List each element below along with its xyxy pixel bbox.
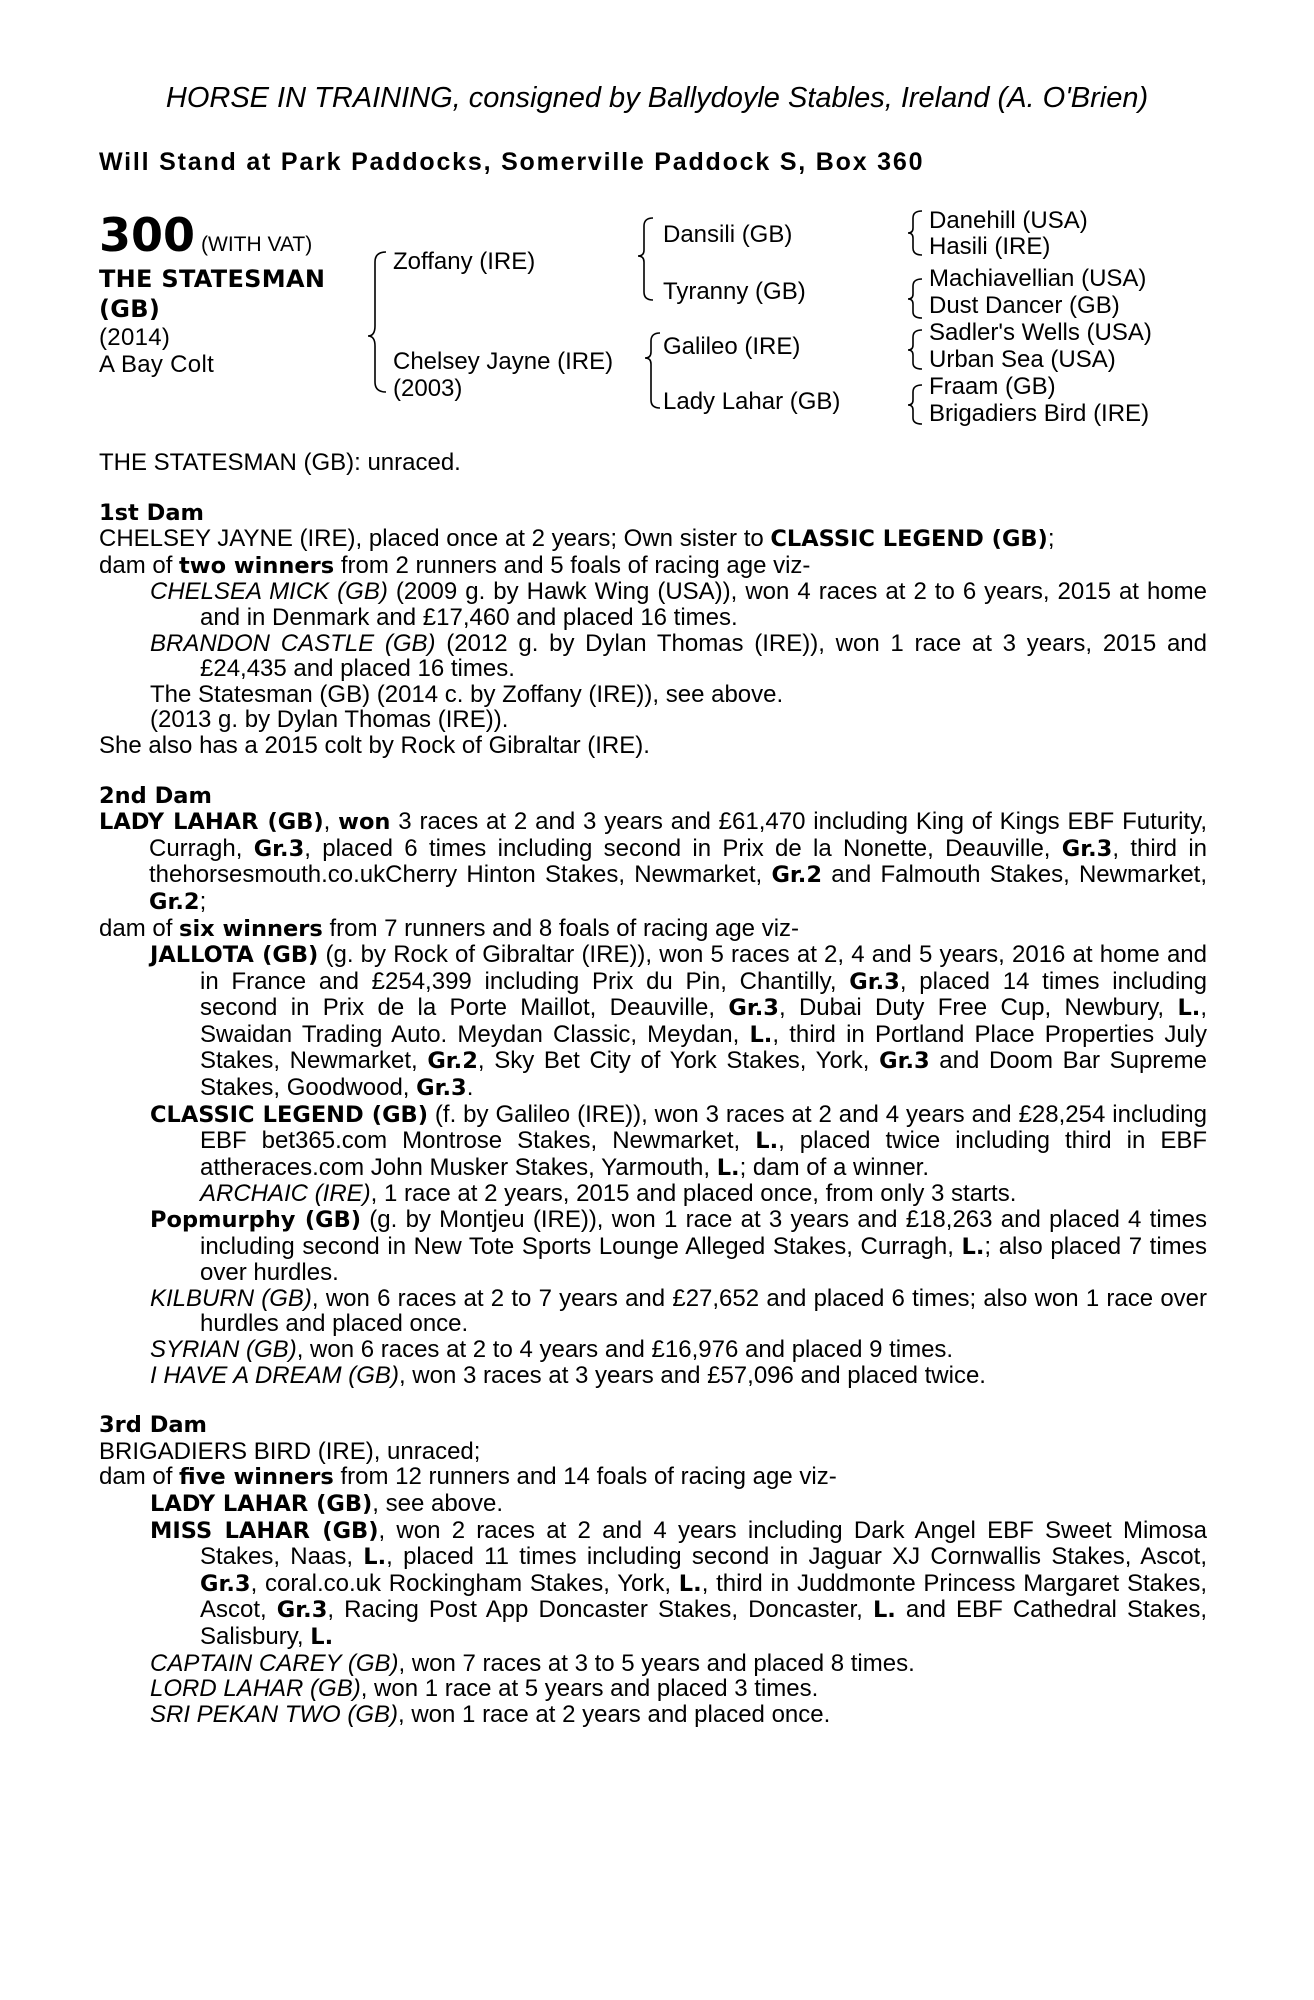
catalogue-body [99, 450, 1207, 1727]
dam: Chelsey Jayne (IRE) [393, 348, 614, 375]
dam1-produce-1: CHELSEA MICK (GB) (2009 g. by Hawk Wing (USA)), won 4 races at 2 to 6 years, 2015 at home and in Denmark and £17,460 and placed 16 times. [150, 578, 1208, 631]
dam3-line1: BRIGADIERS BIRD (IRE), unraced; [99, 1437, 481, 1465]
dam-dam: Lady Lahar (GB) [663, 388, 841, 415]
dam1-produce-3: The Statesman (GB) (2014 c. by Zoffany (IRE)), see above. [150, 680, 784, 708]
pedigree-braces [0, 0, 1314, 440]
horse-description: A Bay Colt [99, 351, 215, 378]
sire-dam: Tyranny (GB) [663, 278, 806, 305]
dam3-produce-lord-lahar: LORD LAHAR (GB), won 1 race at 5 years and placed 3 times. [150, 1675, 819, 1703]
dam2-produce-classic-legend: CLASSIC LEGEND (GB) (f. by Galileo (IRE)), won 3 races at 2 and 4 years and £28,254 including EBF bet365.com Montrose Stakes, Newmarket, L., placed twice including third in EBF attheraces.com John Musker Stakes, Yarmouth, L.; dam of a winner. [150, 1100, 1208, 1181]
dam2-line2: dam of six winners from 7 runners and 8 foals of racing age viz- [99, 914, 800, 942]
gen3-2: Hasili (IRE) [929, 233, 1051, 260]
sire: Zoffany (IRE) [393, 248, 536, 275]
dam3-produce-lady-lahar: LADY LAHAR (GB), see above. [150, 1489, 504, 1517]
dam1-heading: 1st Dam [99, 499, 204, 526]
dam2-para1: LADY LAHAR (GB), won 3 races at 2 and 3 years and £61,470 including King of Kings EBF Futurity, Curragh, Gr.3, placed 6 times including second in Prix de la Nonette, Deauville, Gr.3, third in thehorsesmouth.co.ukCherry Hinton Stakes, Newmarket, Gr.2 and Falmouth Stakes, Newmarket, Gr.2; [99, 808, 1208, 915]
dam1-produce-4: (2013 g. by Dylan Thomas (IRE)). [150, 706, 509, 734]
gen3-5: Sadler's Wells (USA) [929, 319, 1152, 346]
dam3-produce-captain-carey: CAPTAIN CAREY (GB), won 7 races at 3 to 5 years and placed 8 times. [150, 1649, 915, 1677]
lot-number: 300 [99, 208, 196, 262]
horse-name: THE STATESMAN [99, 265, 326, 293]
dam3-heading: 3rd Dam [99, 1412, 207, 1439]
dam2-produce-popmurphy: Popmurphy (GB) (g. by Montjeu (IRE)), won 1 race at 3 years and £18,263 and placed 4 times including second in New Tote Sports Lounge Alleged Stakes, Curragh, L.; also placed 7 times over hurdles. [150, 1206, 1208, 1287]
dam2-produce-dream: I HAVE A DREAM (GB), won 3 races at 3 years and £57,096 and placed twice. [150, 1361, 986, 1389]
dam2-heading: 2nd Dam [99, 782, 212, 809]
dam3-produce-sri-pekan: SRI PEKAN TWO (GB), won 1 race at 2 years and placed once. [150, 1700, 831, 1728]
dam3-line2: dam of five winners from 12 runners and 14 foals of racing age viz- [99, 1463, 837, 1491]
dam3-produce-miss-lahar: MISS LAHAR (GB), won 2 races at 2 and 4 years including Dark Angel EBF Sweet Mimosa Stakes, Naas, L., placed 11 times including second in Jaguar XJ Cornwallis Stakes, Ascot, Gr.3, coral.co.uk Rockingham Stakes, York, L., third in Juddmonte Princess Margaret Stakes, Ascot, Gr.3, Racing Post App Doncaster Stakes, Doncaster, L. and EBF Cathedral Stakes, Salisbury, L. [150, 1516, 1208, 1650]
dam1-line2: dam of two winners from 2 runners and 5 foals of racing age viz- [99, 551, 811, 579]
dam1-line3: She also has a 2015 colt by Rock of Gibraltar (IRE). [99, 731, 650, 759]
horse-name-suffix: (GB) [99, 295, 161, 323]
dam1-produce-2: BRANDON CASTLE (GB) (2012 g. by Dylan Thomas (IRE)), won 1 race at 3 years, 2015 and £24,435 and placed 16 times. [150, 629, 1207, 683]
gen3-1: Danehill (USA) [929, 207, 1088, 234]
sire-sire: Dansili (GB) [663, 221, 793, 248]
page-title: HORSE IN TRAINING, consigned by Ballydoyle Stables, Ireland (A. O'Brien) [165, 82, 1149, 114]
gen3-7: Fraam (GB) [929, 373, 1056, 400]
dam2-produce-syrian: SYRIAN (GB), won 6 races at 2 to 4 years and £16,976 and placed 9 times. [150, 1336, 954, 1363]
gen3-4: Dust Dancer (GB) [929, 292, 1120, 319]
dam2-produce-jallota: JALLOTA (GB) (g. by Rock of Gibraltar (IRE)), won 5 races at 2, 4 and 5 years, 2016 at home and in France and £254,399 including Prix du Pin, Chantilly, Gr.3, placed 14 times including second in Prix de la Porte Maillot, Deauville, Gr.3, Dubai Duty Free Cup, Newbury, L., Swaidan Trading Auto. Meydan Classic, Meydan, L., third in Portland Place Properties July Stakes, Newmarket, Gr.2, Sky Bet City of York Stakes, York, Gr.3 and Doom Bar Supreme Stakes, Goodwood, Gr.3. [150, 941, 1208, 1102]
dam2-produce-archaic: ARCHAIC (IRE), 1 race at 2 years, 2015 and placed once, from only 3 starts. [200, 1180, 1017, 1208]
stand-location: Will Stand at Park Paddocks, Somerville Paddock S, Box 360 [99, 148, 925, 176]
dam2-produce-kilburn: KILBURN (GB), won 6 races at 2 to 7 years and £27,652 and placed 6 times; also won 1 race over hurdles and placed once. [150, 1284, 1208, 1338]
gen3-3: Machiavellian (USA) [929, 265, 1147, 292]
gen3-6: Urban Sea (USA) [929, 346, 1116, 373]
dam1-line1: CHELSEY JAYNE (IRE), placed once at 2 years; Own sister to CLASSIC LEGEND (GB); [99, 525, 1055, 553]
dam-year: (2003) [393, 375, 463, 402]
gen3-8: Brigadiers Bird (IRE) [929, 400, 1150, 427]
vat-label: (WITH VAT) [201, 233, 313, 256]
dam-sire: Galileo (IRE) [663, 333, 801, 360]
horse-year: (2014) [99, 324, 171, 351]
summary: THE STATESMAN (GB): unraced. [99, 449, 461, 476]
